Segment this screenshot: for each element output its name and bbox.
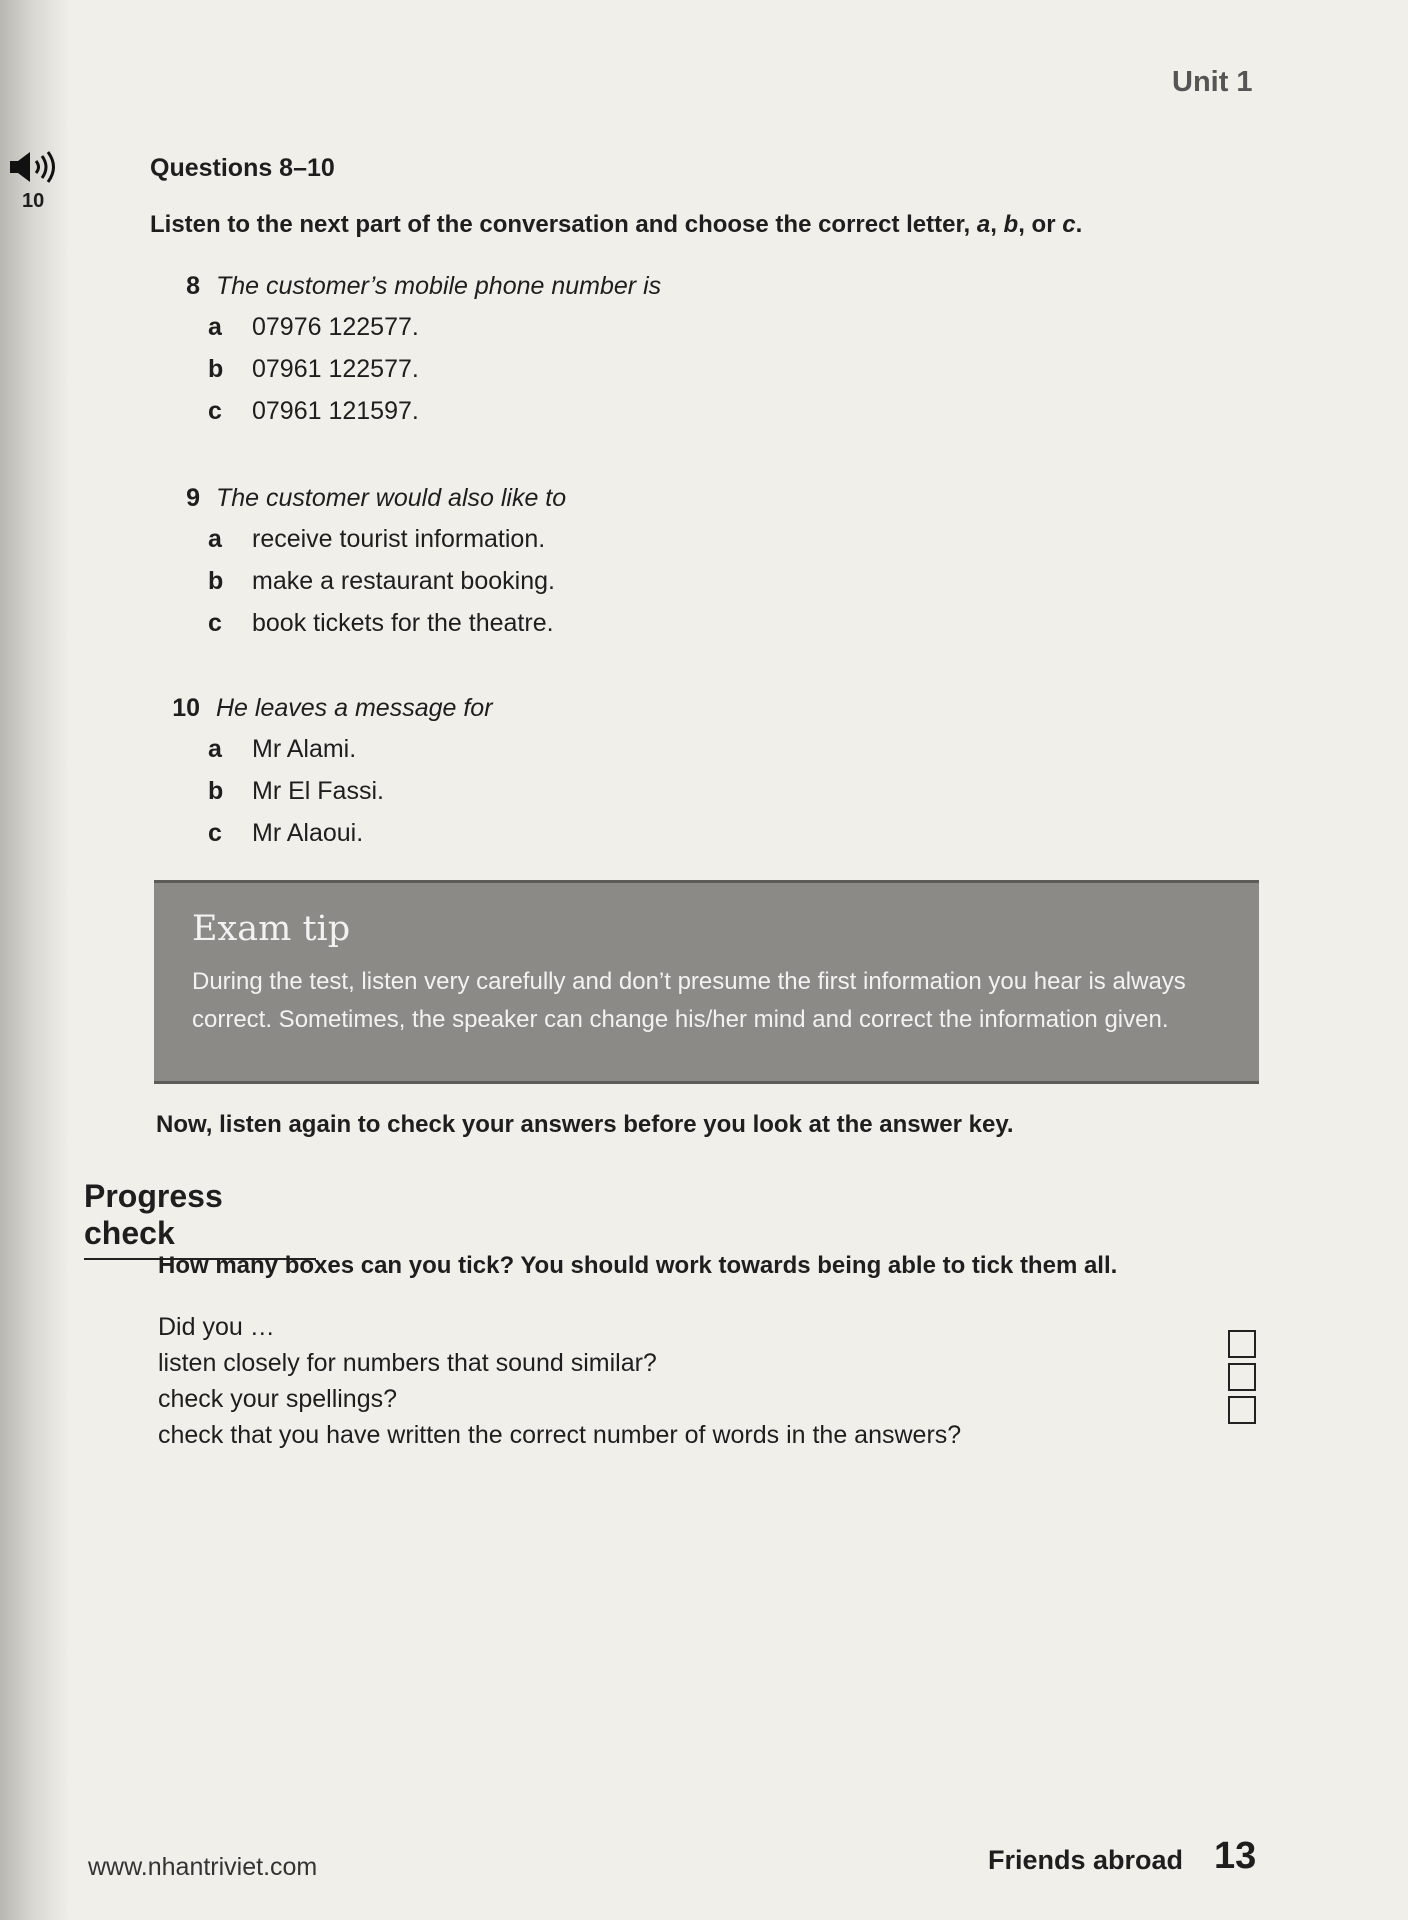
audio-track-number: 10 <box>22 190 45 212</box>
progress-check-instruction: How many boxes can you tick? You should work towards being able to tick them all. <box>158 1252 1118 1279</box>
option-letter: c <box>208 396 222 425</box>
option-letter: b <box>208 354 224 383</box>
checklist-item: check that you have written the correct number of words in the answers? <box>158 1421 962 1449</box>
option-text: 07961 121597. <box>252 396 419 425</box>
option-text: Mr El Fassi. <box>252 776 384 805</box>
instruction-end: . <box>1075 211 1083 238</box>
option-a[interactable] <box>208 728 1050 770</box>
checklist-item: listen closely for numbers that sound similar? <box>158 1349 657 1377</box>
option-letter: b <box>208 776 224 805</box>
exam-tip-title: Exam tip <box>192 909 351 949</box>
page-edge-shadow <box>0 0 70 1920</box>
option-c[interactable] <box>208 602 1050 644</box>
instruction-option-b: b <box>1003 211 1019 238</box>
option-letter: a <box>208 734 222 763</box>
option-text: 07976 122577. <box>252 312 419 341</box>
instruction-separator: , or <box>1018 211 1063 238</box>
option-letter: b <box>208 566 224 595</box>
instruction-separator: , <box>990 211 1004 238</box>
listen-again-instruction: Now, listen again to check your answers before you look at the answer key. <box>156 1111 1014 1138</box>
question-text: The customer’s mobile phone number is <box>216 271 662 300</box>
progress-check-title: Progress check <box>84 1178 316 1260</box>
question-10 <box>150 688 1050 854</box>
exam-tip-box <box>154 880 1259 1084</box>
option-c[interactable] <box>208 390 1050 432</box>
unit-label: Unit 1 <box>1172 66 1253 98</box>
question-stem <box>150 266 1050 306</box>
instruction-option-a: a <box>976 211 991 238</box>
question-stem <box>150 688 1050 728</box>
instruction-option-c: c <box>1062 211 1076 238</box>
question-number: 10 <box>172 693 200 722</box>
option-text: receive tourist information. <box>252 524 546 553</box>
option-a[interactable] <box>208 306 1050 348</box>
instruction-text: Listen to the next part of the conversation and choose the correct letter, <box>150 211 977 238</box>
progress-checklist <box>158 1309 961 1453</box>
tick-box[interactable] <box>1228 1330 1256 1358</box>
questions-heading: Questions 8–10 <box>150 154 335 182</box>
instruction <box>150 211 1082 239</box>
option-b[interactable] <box>208 560 1050 602</box>
option-b[interactable] <box>208 348 1050 390</box>
option-c[interactable] <box>208 812 1050 854</box>
question-text: He leaves a message for <box>216 693 493 722</box>
option-letter: c <box>208 818 222 847</box>
tick-box-group <box>1228 1330 1256 1429</box>
question-9 <box>150 478 1050 644</box>
question-number: 8 <box>186 271 200 300</box>
option-text: book tickets for the theatre. <box>252 608 554 637</box>
option-text: Mr Alaoui. <box>252 818 364 847</box>
checklist-item: check your spellings? <box>158 1385 398 1413</box>
question-text: The customer would also like to <box>216 483 567 512</box>
page-number: 13 <box>1214 1835 1257 1877</box>
exam-tip-body: During the test, listen very carefully and don’t presume the first information you hear is always correct. Sometimes, the speaker can change his/her mind and correct the information given. <box>192 968 1186 1033</box>
option-text: make a restaurant booking. <box>252 566 555 595</box>
footer-url: www.nhantriviet.com <box>88 1853 318 1881</box>
tick-box[interactable] <box>1228 1363 1256 1391</box>
speaker-icon <box>8 150 60 184</box>
checklist-intro: Did you … <box>158 1313 275 1341</box>
option-b[interactable] <box>208 770 1050 812</box>
option-text: Mr Alami. <box>252 734 357 763</box>
option-letter: c <box>208 608 222 637</box>
tick-box[interactable] <box>1228 1396 1256 1424</box>
footer-unit-title: Friends abroad <box>988 1845 1184 1875</box>
option-a[interactable] <box>208 518 1050 560</box>
question-8 <box>150 266 1050 432</box>
question-stem <box>150 478 1050 518</box>
option-letter: a <box>208 524 222 553</box>
option-letter: a <box>208 312 222 341</box>
question-number: 9 <box>186 483 200 512</box>
option-text: 07961 122577. <box>252 354 419 383</box>
